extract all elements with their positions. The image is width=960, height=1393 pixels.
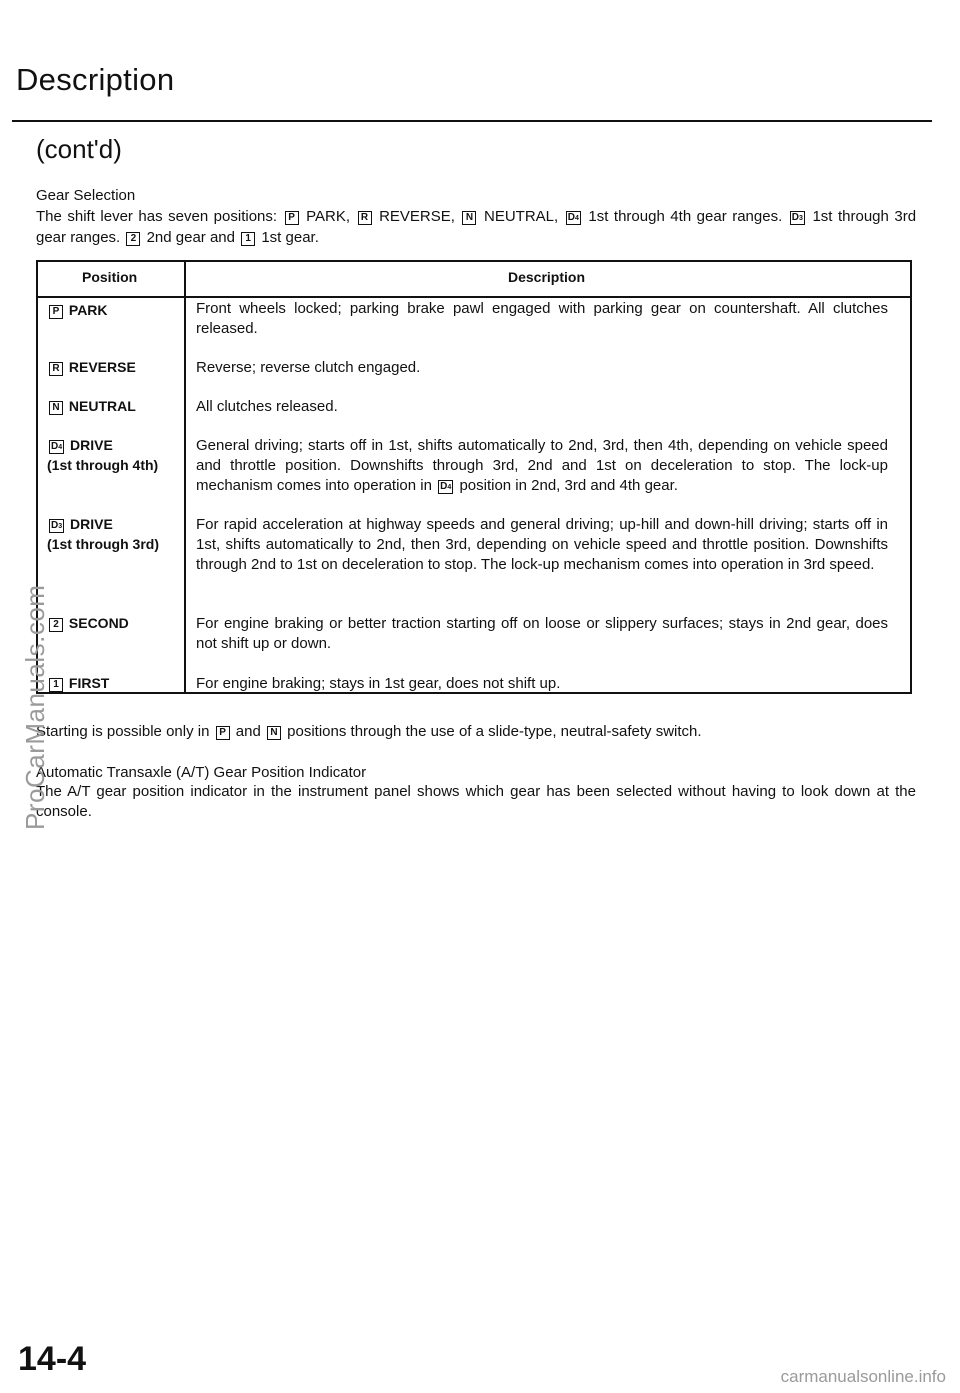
park-symbol-icon: P: [49, 305, 63, 319]
table-column-divider: [184, 262, 186, 692]
title-rule: [12, 120, 932, 122]
intro-text-8: 1st gear.: [261, 229, 319, 246]
table-row-reverse-position: R REVERSE: [47, 357, 136, 377]
intro-text-7: 2nd gear and: [146, 229, 235, 246]
first-symbol-icon: 1: [49, 678, 63, 692]
neutral-symbol-icon: N: [49, 401, 63, 415]
intro-text-1: The shift lever has seven positions:: [36, 208, 278, 225]
intro-text-2: PARK,: [306, 208, 351, 225]
table-row-neutral-position: N NEUTRAL: [47, 396, 136, 416]
drive3-symbol-icon: D3: [791, 212, 803, 223]
table-header-position: Position: [82, 269, 138, 285]
first-symbol-icon: 1: [241, 232, 255, 246]
reverse-symbol-icon: R: [49, 362, 63, 376]
watermark: ProCarManuals.com: [20, 584, 50, 830]
neutral-symbol-icon: N: [462, 211, 476, 225]
starting-paragraph: Starting is possible only in P and N positions through the use of a slide-type, neutral-safety switch.: [36, 723, 702, 740]
gear-position-table: [36, 260, 912, 694]
footer-url: carmanualsonline.info: [780, 1367, 946, 1386]
table-row-drive3-position: D3 DRIVE (1st through 3rd): [47, 516, 159, 552]
intro-text-5: 1st through 4th gear ranges.: [588, 208, 783, 225]
drive3-symbol-icon: D3: [51, 520, 63, 531]
park-symbol-icon: P: [216, 726, 230, 740]
page-subtitle: (cont'd): [36, 134, 122, 164]
drive4-symbol-icon: D4: [440, 481, 452, 492]
table-header-divider: [38, 296, 910, 298]
table-row-second-description: For engine braking or better traction starting off on loose or slippery surfaces; stays in 2nd gear, does not shift up or down.: [196, 615, 888, 652]
intro-text-6: 1st through 3rd gear ranges.: [36, 208, 917, 246]
second-symbol-icon: 2: [49, 618, 63, 632]
table-row-drive3-description: For rapid acceleration at highway speeds and general driving; up-hill and down-hill driving; starts off in 1st, shifts automatically to 2nd, then 3rd, depending on vehicle speed and throttle position. Downshifts through 2nd to 1st on deceleration to stop. The lock-up mechanism comes into operation in 3rd speed.: [196, 516, 888, 573]
table-row-first-description: For engine braking; stays in 1st gear, does not shift up.: [196, 675, 561, 692]
gear-selection-intro: [36, 206, 916, 248]
table-row-park-position: P PARK: [47, 300, 108, 320]
table-row-park-description: Front wheels locked; parking brake pawl engaged with parking gear on countershaft. All clutches released.: [196, 300, 888, 337]
table-row-reverse-description: Reverse; reverse clutch engaged.: [196, 359, 421, 376]
intro-text-3: REVERSE,: [379, 208, 455, 225]
table-row-drive4-position: D4 DRIVE (1st through 4th): [47, 437, 159, 473]
gear-selection-heading: Gear Selection: [36, 187, 136, 204]
park-symbol-icon: P: [285, 211, 299, 225]
intro-text-4: NEUTRAL,: [484, 208, 559, 225]
table-header-description: Description: [508, 269, 586, 285]
page-title: Description: [16, 62, 175, 97]
neutral-symbol-icon: N: [267, 726, 281, 740]
indicator-heading: Automatic Transaxle (A/T) Gear Position Indicator: [36, 764, 367, 781]
second-symbol-icon: 2: [126, 232, 140, 246]
reverse-symbol-icon: R: [358, 211, 372, 225]
drive4-symbol-icon: D4: [567, 212, 579, 223]
table-row-drive4-description: General driving; starts off in 1st, shifts automatically to 2nd, 3rd, then 4th, depending on vehicle speed and throttle position. Downshifts through 3rd, 2nd and 1st on deceleration to stop. The lock-up mechanism comes into operation in D4 position in 2nd, 3rd and 4th gear.: [196, 437, 888, 494]
page-number: 14-4: [18, 1340, 87, 1378]
table-row-second-position: 2 SECOND: [47, 613, 129, 633]
table-row-first-position: 1 FIRST: [47, 673, 109, 693]
indicator-body: The A/T gear position indicator in the instrument panel shows which gear has been selected without having to look down at the console.: [36, 783, 916, 820]
table-row-neutral-description: All clutches released.: [196, 398, 338, 415]
drive4-symbol-icon: D4: [51, 441, 63, 452]
